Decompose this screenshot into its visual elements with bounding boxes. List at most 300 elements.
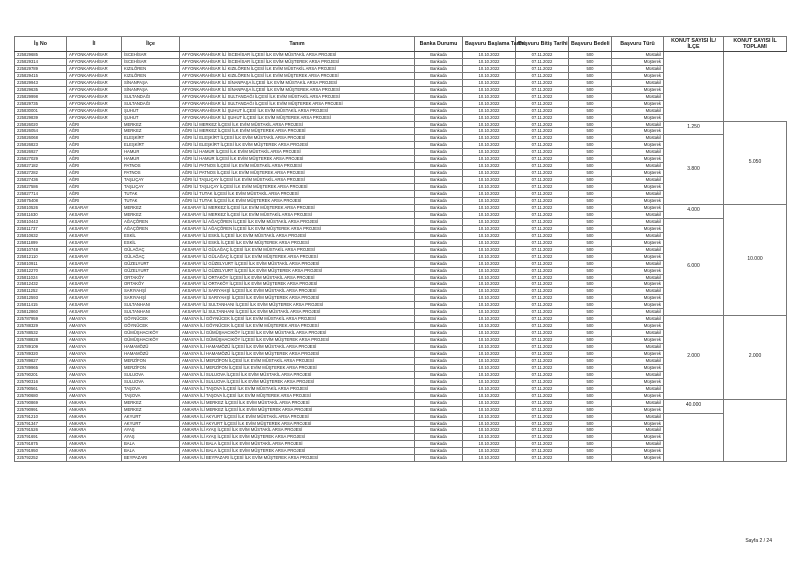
turu-cell: Müstakil [612, 177, 664, 184]
turu-cell: Müşterek [612, 100, 664, 107]
tanim-cell: AĞRI İLİ HAMUR İLÇESİ İLK EVİM MÜSTAKİL ARSA PROJESİ [180, 149, 415, 156]
is-no-cell: 225810911 [15, 260, 67, 267]
bitis-tarihi-cell: 07.11.2022 [516, 260, 569, 267]
bitis-tarihi-cell: 07.11.2022 [516, 246, 569, 253]
is-no-cell: 225826068 [15, 135, 67, 142]
baslama-tarihi-cell: 10.10.2022 [463, 218, 516, 225]
baslama-tarihi-cell: 10.10.2022 [463, 142, 516, 149]
baslama-tarihi-cell: 10.10.2022 [463, 52, 516, 59]
bedel-cell: 500 [569, 267, 612, 274]
banka-durumu-cell: Bankada [415, 246, 463, 253]
tanim-cell: AKSARAY İLİ ORTAKÖY İLÇESİ İLK EVİM MÜSTAKİL ARSA PROJESİ [180, 274, 415, 281]
ilce-cell: TUTAK [122, 191, 180, 198]
turu-cell: Müşterek [612, 392, 664, 399]
baslama-tarihi-cell: 10.10.2022 [463, 378, 516, 385]
table-row [15, 413, 787, 420]
header-basvuru-baslama-tarihi: Başvuru Başlama Tarihi [463, 37, 516, 52]
ilce-cell: GÜLAĞAÇ [122, 253, 180, 260]
is-no-cell: 225811737 [15, 225, 67, 232]
tanim-cell: ANKARA İLİ AYAŞ İLÇESİ İLK EVİM MÜSTAKİL ARSA PROJESİ [180, 427, 415, 434]
is-no-cell: 225829943 [15, 79, 67, 86]
bedel-cell: 500 [569, 441, 612, 448]
bedel-cell: 500 [569, 198, 612, 205]
banka-durumu-cell: Bankada [415, 392, 463, 399]
turu-cell: Müşterek [612, 448, 664, 455]
ilce-cell: GÖYNÜCEK [122, 323, 180, 330]
is-no-cell: 225812110 [15, 253, 67, 260]
ilce-cell: MERKEZ [122, 406, 180, 413]
turu-cell: Müşterek [612, 364, 664, 371]
turu-cell: Müstakil [612, 135, 664, 142]
il-cell: AFYONKARAHİSAR [67, 86, 122, 93]
tanim-cell: AĞRI İLİ ELEŞKİRT İLÇESİ İLK EVİM MÜSTAKİL ARSA PROJESİ [180, 135, 415, 142]
is-no-cell: 225830001 [15, 107, 67, 114]
il-cell: AKSARAY [67, 246, 122, 253]
application-table-sheet [14, 36, 786, 462]
bedel-cell: 500 [569, 128, 612, 135]
ilce-cell: KIZILÖREN [122, 65, 180, 72]
tanim-cell: AKSARAY İLİ AĞAÇÖREN İLÇESİ İLK EVİM MÜSTAKİL ARSA PROJESİ [180, 218, 415, 225]
baslama-tarihi-cell: 10.10.2022 [463, 385, 516, 392]
il-cell: AKSARAY [67, 281, 122, 288]
bitis-tarihi-cell: 07.11.2022 [516, 135, 569, 142]
table-row [15, 204, 787, 211]
banka-durumu-cell: Bankada [415, 225, 463, 232]
turu-cell: Müstakil [612, 371, 664, 378]
turu-cell: Müstakil [612, 232, 664, 239]
is-no-cell: 225827282 [15, 170, 67, 177]
ilce-cell: HAMUR [122, 156, 180, 163]
is-no-cell: 225811899 [15, 239, 67, 246]
bitis-tarihi-cell: 07.11.2022 [516, 100, 569, 107]
turu-cell: Müşterek [612, 267, 664, 274]
bitis-tarihi-cell: 07.11.2022 [516, 267, 569, 274]
tanim-cell: AKSARAY İLİ ESKİL İLÇESİ İLK EVİM MÜŞTEREK ARSA PROJESİ [180, 239, 415, 246]
is-no-cell: 225812270 [15, 267, 67, 274]
tanim-cell: AMASYA İLİ MERZİFON İLÇESİ İLK EVİM MÜŞTEREK ARSA PROJESİ [180, 364, 415, 371]
ilce-cell: PATNOS [122, 163, 180, 170]
il-cell: ANKARA [67, 427, 122, 434]
baslama-tarihi-cell: 10.10.2022 [463, 58, 516, 65]
tanim-cell: AĞRI İLİ PATNOS İLÇESİ İLK EVİM MÜSTAKİL ARSA PROJESİ [180, 163, 415, 170]
tanim-cell: ANKARA İLİ AKYURT İLÇESİ İLK EVİM MÜŞTEREK ARSA PROJESİ [180, 420, 415, 427]
is-no-cell: 225829314 [15, 58, 67, 65]
baslama-tarihi-cell: 10.10.2022 [463, 177, 516, 184]
ilce-cell: TAŞLIÇAY [122, 184, 180, 191]
turu-cell: Müstakil [612, 309, 664, 316]
bedel-cell: 500 [569, 218, 612, 225]
ilce-cell: İSCEHİSAR [122, 58, 180, 65]
table-row [15, 52, 787, 59]
bitis-tarihi-cell: 07.11.2022 [516, 371, 569, 378]
baslama-tarihi-cell: 10.10.2022 [463, 288, 516, 295]
turu-cell: Müşterek [612, 72, 664, 79]
ilce-cell: İSCEHİSAR [122, 52, 180, 59]
ilce-cell: SULTANHANI [122, 309, 180, 316]
ilce-cell: HAMAMÖZÜ [122, 350, 180, 357]
banka-durumu-cell: Bankada [415, 204, 463, 211]
banka-durumu-cell: Bankada [415, 79, 463, 86]
is-no-cell: 225810443 [15, 218, 67, 225]
banka-durumu-cell: Bankada [415, 337, 463, 344]
tanim-cell: AMASYA İLİ TAŞOVA İLÇESİ İLK EVİM MÜSTAKİL ARSA PROJESİ [180, 385, 415, 392]
tanim-cell: AKSARAY İLİ MERKEZ İLÇESİ İLK EVİM MÜSTAKİL ARSA PROJESİ [180, 211, 415, 218]
turu-cell: Müstakil [612, 121, 664, 128]
il-cell: AĞRI [67, 135, 122, 142]
bitis-tarihi-cell: 07.11.2022 [516, 302, 569, 309]
ilce-cell: TAŞOVA [122, 392, 180, 399]
tanim-cell: AKSARAY İLİ SARIYAHŞİ İLÇESİ İLK EVİM MÜSTAKİL ARSA PROJESİ [180, 288, 415, 295]
is-no-cell: 225827436 [15, 177, 67, 184]
baslama-tarihi-cell: 10.10.2022 [463, 337, 516, 344]
baslama-tarihi-cell: 10.10.2022 [463, 427, 516, 434]
il-cell: AKSARAY [67, 288, 122, 295]
is-no-cell: 225790561 [15, 385, 67, 392]
ilce-cell: SULUOVA [122, 371, 180, 378]
banka-durumu-cell: Bankada [415, 156, 463, 163]
ilce-cell: ŞUHUT [122, 107, 180, 114]
bitis-tarihi-cell: 07.11.2022 [516, 211, 569, 218]
banka-durumu-cell: Bankada [415, 288, 463, 295]
ilce-cell: SULTANHANI [122, 302, 180, 309]
bedel-cell: 500 [569, 184, 612, 191]
ilce-cell: AĞAÇÖREN [122, 225, 180, 232]
turu-cell: Müşterek [612, 455, 664, 462]
bedel-cell: 500 [569, 260, 612, 267]
bedel-cell: 500 [569, 107, 612, 114]
il-cell: AFYONKARAHİSAR [67, 72, 122, 79]
il-cell: AKSARAY [67, 295, 122, 302]
bitis-tarihi-cell: 07.11.2022 [516, 225, 569, 232]
turu-cell: Müşterek [612, 295, 664, 302]
banka-durumu-cell: Bankada [415, 378, 463, 385]
turu-cell: Müşterek [612, 239, 664, 246]
bedel-cell: 500 [569, 295, 612, 302]
bitis-tarihi-cell: 07.11.2022 [516, 65, 569, 72]
banka-durumu-cell: Bankada [415, 198, 463, 205]
bitis-tarihi-cell: 07.11.2022 [516, 281, 569, 288]
il-cell: AKSARAY [67, 274, 122, 281]
turu-cell: Müstakil [612, 191, 664, 198]
is-no-cell: 225790680 [15, 392, 67, 399]
il-cell: AFYONKARAHİSAR [67, 52, 122, 59]
tanim-cell: AFYONKARAHİSAR İLİ ŞUHUT İLÇESİ İLK EVİM MÜSTAKİL ARSA PROJESİ [180, 107, 415, 114]
turu-cell: Müşterek [612, 58, 664, 65]
bedel-cell: 500 [569, 163, 612, 170]
il-cell: ANKARA [67, 434, 122, 441]
il-cell: AMASYA [67, 323, 122, 330]
bedel-cell: 500 [569, 86, 612, 93]
tanim-cell: AKSARAY İLİ GÜLAĞAÇ İLÇESİ İLK EVİM MÜSTAKİL ARSA PROJESİ [180, 246, 415, 253]
turu-cell: Müstakil [612, 211, 664, 218]
baslama-tarihi-cell: 10.10.2022 [463, 420, 516, 427]
table-row [15, 399, 787, 406]
ilce-cell: GÜLAĞAÇ [122, 246, 180, 253]
banka-durumu-cell: Bankada [415, 128, 463, 135]
baslama-tarihi-cell: 10.10.2022 [463, 413, 516, 420]
is-no-cell: 225791210 [15, 413, 67, 420]
konut-sayisi-ilce-cell: 2.000 [664, 316, 724, 399]
is-no-cell: 225790869 [15, 399, 67, 406]
baslama-tarihi-cell: 10.10.2022 [463, 86, 516, 93]
is-no-cell: 225787959 [15, 316, 67, 323]
baslama-tarihi-cell: 10.10.2022 [463, 246, 516, 253]
banka-durumu-cell: Bankada [415, 100, 463, 107]
bedel-cell: 500 [569, 253, 612, 260]
banka-durumu-cell: Bankada [415, 232, 463, 239]
bitis-tarihi-cell: 07.11.2022 [516, 441, 569, 448]
turu-cell: Müstakil [612, 385, 664, 392]
header-banka-durumu: Banka Durumu [415, 37, 463, 52]
is-no-cell: 225791347 [15, 420, 67, 427]
baslama-tarihi-cell: 10.10.2022 [463, 170, 516, 177]
table-row [15, 218, 787, 225]
ilce-cell: TUTAK [122, 198, 180, 205]
turu-cell: Müşterek [612, 170, 664, 177]
turu-cell: Müşterek [612, 86, 664, 93]
baslama-tarihi-cell: 10.10.2022 [463, 100, 516, 107]
banka-durumu-cell: Bankada [415, 107, 463, 114]
ilce-cell: AĞAÇÖREN [122, 218, 180, 225]
turu-cell: Müstakil [612, 357, 664, 364]
il-cell: AĞRI [67, 121, 122, 128]
tanim-cell: AMASYA İLİ HAMAMÖZÜ İLÇESİ İLK EVİM MÜŞTEREK ARSA PROJESİ [180, 350, 415, 357]
baslama-tarihi-cell: 10.10.2022 [463, 330, 516, 337]
bitis-tarihi-cell: 07.11.2022 [516, 344, 569, 351]
banka-durumu-cell: Bankada [415, 413, 463, 420]
bedel-cell: 500 [569, 246, 612, 253]
turu-cell: Müşterek [612, 128, 664, 135]
baslama-tarihi-cell: 10.10.2022 [463, 239, 516, 246]
bitis-tarihi-cell: 07.11.2022 [516, 253, 569, 260]
tanim-cell: AFYONKARAHİSAR İLİ KIZILÖREN İLÇESİ İLK EVİM MÜSTAKİL ARSA PROJESİ [180, 65, 415, 72]
banka-durumu-cell: Bankada [415, 385, 463, 392]
baslama-tarihi-cell: 10.10.2022 [463, 309, 516, 316]
bedel-cell: 500 [569, 58, 612, 65]
konut-sayisi-ilce-cell: 3.800 [664, 135, 724, 205]
is-no-cell: 225829685 [15, 52, 67, 59]
banka-durumu-cell: Bankada [415, 344, 463, 351]
tanim-cell: ANKARA İLİ AYAŞ İLÇESİ İLK EVİM MÜŞTEREK ARSA PROJESİ [180, 434, 415, 441]
baslama-tarihi-cell: 10.10.2022 [463, 163, 516, 170]
tanim-cell: AFYONKARAHİSAR İLİ SULTANDAĞI İLÇESİ İLK EVİM MÜSTAKİL ARSA PROJESİ [180, 93, 415, 100]
ilce-cell: ORTAKÖY [122, 281, 180, 288]
banka-durumu-cell: Bankada [415, 309, 463, 316]
baslama-tarihi-cell: 10.10.2022 [463, 72, 516, 79]
banka-durumu-cell: Bankada [415, 420, 463, 427]
bedel-cell: 500 [569, 392, 612, 399]
bedel-cell: 500 [569, 413, 612, 420]
il-cell: AFYONKARAHİSAR [67, 100, 122, 107]
turu-cell: Müşterek [612, 184, 664, 191]
ilce-cell: PATNOS [122, 170, 180, 177]
bedel-cell: 500 [569, 191, 612, 198]
banka-durumu-cell: Bankada [415, 170, 463, 177]
ilce-cell: ORTAKÖY [122, 274, 180, 281]
bedel-cell: 500 [569, 114, 612, 121]
baslama-tarihi-cell: 10.10.2022 [463, 364, 516, 371]
banka-durumu-cell: Bankada [415, 399, 463, 406]
baslama-tarihi-cell: 10.10.2022 [463, 371, 516, 378]
tanim-cell: AFYONKARAHİSAR İLİ SİNANPAŞA İLÇESİ İLK EVİM MÜSTAKİL ARSA PROJESİ [180, 79, 415, 86]
baslama-tarihi-cell: 10.10.2022 [463, 350, 516, 357]
il-cell: AMASYA [67, 316, 122, 323]
il-cell: AMASYA [67, 350, 122, 357]
bedel-cell: 500 [569, 434, 612, 441]
banka-durumu-cell: Bankada [415, 267, 463, 274]
bedel-cell: 500 [569, 316, 612, 323]
banka-durumu-cell: Bankada [415, 455, 463, 462]
banka-durumu-cell: Bankada [415, 86, 463, 93]
ilce-cell: AKYURT [122, 420, 180, 427]
baslama-tarihi-cell: 10.10.2022 [463, 434, 516, 441]
tanim-cell: AFYONKARAHİSAR İLİ İSCEHİSAR İLÇESİ İLK EVİM MÜSTAKİL ARSA PROJESİ [180, 52, 415, 59]
is-no-cell: 225829789 [15, 65, 67, 72]
bedel-cell: 500 [569, 177, 612, 184]
tanim-cell: AKSARAY İLİ GÜZELYURT İLÇESİ İLK EVİM MÜŞTEREK ARSA PROJESİ [180, 267, 415, 274]
banka-durumu-cell: Bankada [415, 274, 463, 281]
banka-durumu-cell: Bankada [415, 121, 463, 128]
bedel-cell: 500 [569, 337, 612, 344]
is-no-cell: 225812432 [15, 281, 67, 288]
turu-cell: Müstakil [612, 441, 664, 448]
bitis-tarihi-cell: 07.11.2022 [516, 316, 569, 323]
tanim-cell: AKSARAY İLİ ORTAKÖY İLÇESİ İLK EVİM MÜŞTEREK ARSA PROJESİ [180, 281, 415, 288]
tanim-cell: ANKARA İLİ BALA İLÇESİ İLK EVİM MÜSTAKİL ARSA PROJESİ [180, 441, 415, 448]
bitis-tarihi-cell: 07.11.2022 [516, 128, 569, 135]
turu-cell: Müstakil [612, 52, 664, 59]
ilce-cell: AYAŞ [122, 434, 180, 441]
banka-durumu-cell: Bankada [415, 302, 463, 309]
baslama-tarihi-cell: 10.10.2022 [463, 295, 516, 302]
ilce-cell: MERZİFON [122, 357, 180, 364]
il-cell: AKSARAY [67, 309, 122, 316]
turu-cell: Müstakil [612, 218, 664, 225]
il-cell: AMASYA [67, 337, 122, 344]
is-no-cell: 225811252 [15, 288, 67, 295]
is-no-cell: 225791950 [15, 448, 67, 455]
il-cell: AMASYA [67, 378, 122, 385]
il-cell: AKSARAY [67, 267, 122, 274]
turu-cell: Müstakil [612, 427, 664, 434]
bedel-cell: 500 [569, 93, 612, 100]
il-cell: ANKARA [67, 455, 122, 462]
il-cell: ANKARA [67, 406, 122, 413]
is-no-cell: 225827714 [15, 191, 67, 198]
il-cell: AĞRI [67, 156, 122, 163]
bitis-tarihi-cell: 07.11.2022 [516, 163, 569, 170]
header-basvuru-bedeli: Başvuru Bedeli [569, 37, 612, 52]
il-cell: AMASYA [67, 385, 122, 392]
bedel-cell: 500 [569, 232, 612, 239]
bitis-tarihi-cell: 07.11.2022 [516, 79, 569, 86]
bedel-cell: 500 [569, 385, 612, 392]
il-cell: AKSARAY [67, 218, 122, 225]
turu-cell: Müşterek [612, 198, 664, 205]
turu-cell: Müşterek [612, 142, 664, 149]
is-no-cell: 225826927 [15, 149, 67, 156]
bitis-tarihi-cell: 07.11.2022 [516, 427, 569, 434]
banka-durumu-cell: Bankada [415, 295, 463, 302]
ilce-cell: ELEŞKİRT [122, 135, 180, 142]
il-cell: AFYONKARAHİSAR [67, 107, 122, 114]
il-cell: AĞRI [67, 177, 122, 184]
bitis-tarihi-cell: 07.11.2022 [516, 357, 569, 364]
baslama-tarihi-cell: 10.10.2022 [463, 274, 516, 281]
is-no-cell: 225827586 [15, 184, 67, 191]
bedel-cell: 500 [569, 323, 612, 330]
il-cell: AĞRI [67, 184, 122, 191]
is-no-cell: 225827182 [15, 163, 67, 170]
bitis-tarihi-cell: 07.11.2022 [516, 364, 569, 371]
baslama-tarihi-cell: 10.10.2022 [463, 232, 516, 239]
is-no-cell: 225829839 [15, 114, 67, 121]
bedel-cell: 500 [569, 330, 612, 337]
bedel-cell: 500 [569, 357, 612, 364]
bedel-cell: 500 [569, 288, 612, 295]
bitis-tarihi-cell: 07.11.2022 [516, 274, 569, 281]
bedel-cell: 500 [569, 142, 612, 149]
tanim-cell: AKSARAY İLİ ESKİL İLÇESİ İLK EVİM MÜSTAKİL ARSA PROJESİ [180, 232, 415, 239]
table-body [15, 52, 787, 462]
ilce-cell: MERZİFON [122, 364, 180, 371]
baslama-tarihi-cell: 10.10.2022 [463, 65, 516, 72]
il-cell: AĞRI [67, 191, 122, 198]
tanim-cell: AKSARAY İLİ MERKEZ İLÇESİ İLK EVİM MÜŞTEREK ARSA PROJESİ [180, 204, 415, 211]
turu-cell: Müstakil [612, 107, 664, 114]
turu-cell: Müstakil [612, 65, 664, 72]
banka-durumu-cell: Bankada [415, 316, 463, 323]
banka-durumu-cell: Bankada [415, 184, 463, 191]
baslama-tarihi-cell: 10.10.2022 [463, 135, 516, 142]
ilce-cell: TAŞOVA [122, 385, 180, 392]
konut-sayisi-ilce-cell [664, 413, 724, 462]
il-cell: ANKARA [67, 448, 122, 455]
ilce-cell: ESKİL [122, 232, 180, 239]
turu-cell: Müşterek [612, 114, 664, 121]
banka-durumu-cell: Bankada [415, 218, 463, 225]
banka-durumu-cell: Bankada [415, 253, 463, 260]
bedel-cell: 500 [569, 448, 612, 455]
header-basvuru-turu: Başvuru Türü [612, 37, 664, 52]
tanim-cell: AĞRI İLİ TAŞLIÇAY İLÇESİ İLK EVİM MÜSTAKİL ARSA PROJESİ [180, 177, 415, 184]
il-cell: AMASYA [67, 344, 122, 351]
tanim-cell: ANKARA İLİ MERKEZ İLÇESİ İLK EVİM MÜSTAKİL ARSA PROJESİ [180, 399, 415, 406]
ilce-cell: ŞUHUT [122, 114, 180, 121]
bedel-cell: 500 [569, 302, 612, 309]
bedel-cell: 500 [569, 455, 612, 462]
bitis-tarihi-cell: 07.11.2022 [516, 86, 569, 93]
bitis-tarihi-cell: 07.11.2022 [516, 121, 569, 128]
il-cell: AFYONKARAHİSAR [67, 93, 122, 100]
tanim-cell: AĞRI İLİ TAŞLIÇAY İLÇESİ İLK EVİM MÜŞTEREK ARSA PROJESİ [180, 184, 415, 191]
baslama-tarihi-cell: 10.10.2022 [463, 191, 516, 198]
bitis-tarihi-cell: 07.11.2022 [516, 149, 569, 156]
bitis-tarihi-cell: 07.11.2022 [516, 448, 569, 455]
bitis-tarihi-cell: 07.11.2022 [516, 455, 569, 462]
bitis-tarihi-cell: 07.11.2022 [516, 288, 569, 295]
il-cell: AMASYA [67, 357, 122, 364]
il-cell: AĞRI [67, 170, 122, 177]
is-no-cell: 225790201 [15, 371, 67, 378]
turu-cell: Müşterek [612, 406, 664, 413]
il-cell: AĞRI [67, 128, 122, 135]
turu-cell: Müşterek [612, 281, 664, 288]
bedel-cell: 500 [569, 121, 612, 128]
banka-durumu-cell: Bankada [415, 142, 463, 149]
ilce-cell: MERKEZ [122, 121, 180, 128]
bedel-cell: 500 [569, 100, 612, 107]
